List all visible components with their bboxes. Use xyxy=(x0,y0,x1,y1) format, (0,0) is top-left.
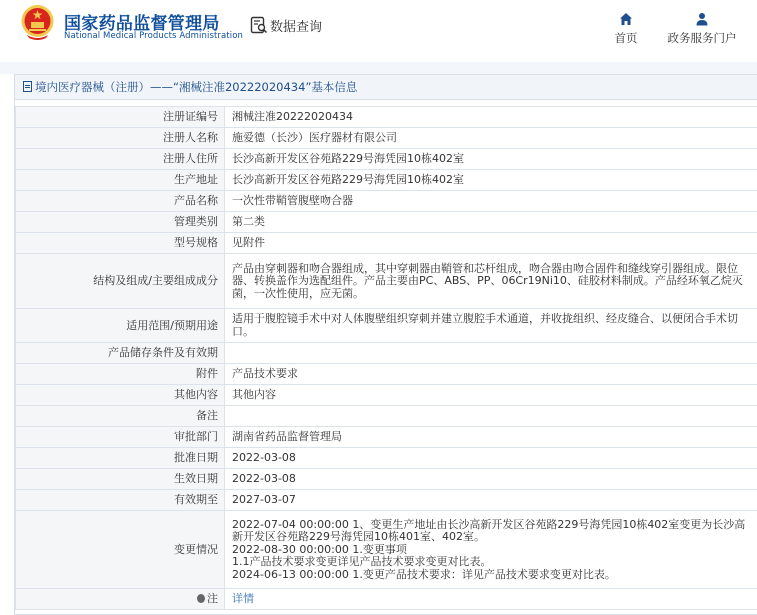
row-value xyxy=(225,343,757,364)
table-row xyxy=(16,406,757,427)
document-icon xyxy=(23,81,32,92)
detail-panel xyxy=(14,74,757,615)
header-divider xyxy=(0,62,757,74)
home-icon xyxy=(619,12,633,26)
info-icon xyxy=(197,594,205,603)
row-label: 注册证编号 xyxy=(16,107,225,128)
table-row xyxy=(16,233,757,254)
row-value: 湖南省药品监督管理局 xyxy=(225,427,757,448)
row-label: 变更情况 xyxy=(16,511,225,589)
table-row-note xyxy=(16,589,757,610)
site-header xyxy=(0,0,757,62)
row-value: 见附件 xyxy=(225,233,757,254)
national-emblem-icon xyxy=(20,4,55,41)
change-line: 2022-08-30 00:00:00 1.变更事项 xyxy=(232,542,407,556)
table-row xyxy=(16,149,757,170)
change-history-value xyxy=(225,511,757,589)
row-value: 长沙高新开发区谷苑路229号海凭园10栋402室 xyxy=(225,170,757,191)
table-row xyxy=(16,427,757,448)
row-value: 2027-03-07 xyxy=(225,490,757,511)
row-value xyxy=(225,406,757,427)
row-value-note xyxy=(225,589,757,610)
row-value: 一次性带鞘管腹壁吻合器 xyxy=(225,191,757,212)
row-label: 适用范围/预期用途 xyxy=(16,309,225,343)
table-row xyxy=(16,385,757,406)
row-value: 2022-03-08 xyxy=(225,448,757,469)
data-query-icon xyxy=(250,16,268,34)
row-label: 附件 xyxy=(16,364,225,385)
row-label: 注册人住所 xyxy=(16,149,225,170)
breadcrumb xyxy=(15,75,757,100)
table-row xyxy=(16,309,757,343)
note-label: 注 xyxy=(207,592,218,606)
row-label: 产品储存条件及有效期 xyxy=(16,343,225,364)
brand-title-cn[interactable]: 国家药品监督管理局 xyxy=(64,14,220,34)
row-label: 产品名称 xyxy=(16,191,225,212)
data-query-title[interactable]: 数据查询 xyxy=(270,20,323,35)
row-label: 其他内容 xyxy=(16,385,225,406)
change-line: 2022-07-04 00:00:00 1、变更生产地址由长沙高新开发区谷苑路229号海凭园10栋402室变更为长沙高新开发区谷苑路229号海凭园10栋401室、402室。 xyxy=(232,517,746,544)
brand-title-en[interactable]: National Medical Products Administration xyxy=(64,31,243,41)
nav-service-portal[interactable] xyxy=(664,12,740,46)
row-label: 审批部门 xyxy=(16,427,225,448)
row-value: 长沙高新开发区谷苑路229号海凭园10栋402室 xyxy=(225,149,757,170)
row-label: 注册人名称 xyxy=(16,128,225,149)
row-label: 生效日期 xyxy=(16,469,225,490)
table-row xyxy=(16,364,757,385)
table-row-change-history xyxy=(16,511,757,589)
table-row xyxy=(16,469,757,490)
row-value: 适用于腹腔镜手术中对人体腹壁组织穿刺并建立腹腔手术通道，并收拢组织、经皮缝合、以便闭合手术切口。 xyxy=(225,309,757,343)
table-row xyxy=(16,107,757,128)
table-row xyxy=(16,448,757,469)
row-value: 其他内容 xyxy=(225,385,757,406)
table-row xyxy=(16,212,757,233)
row-value: 产品由穿刺器和吻合器组成，其中穿刺器由鞘管和芯杆组成，吻合器由吻合固件和缝线穿引器组成。限位器、转换盖作为选配组件。产品主要由PC、ABS、PP、06Cr19Ni10、硅胶材料制成。产品经环氧乙烷灭菌，一次性使用，应无菌。 xyxy=(225,254,757,309)
user-icon xyxy=(695,12,709,26)
row-label: 管理类别 xyxy=(16,212,225,233)
row-label: 结构及组成/主要组成成分 xyxy=(16,254,225,309)
table-row xyxy=(16,191,757,212)
details-link[interactable]: 详情 xyxy=(232,592,254,606)
nav-home-label: 首页 xyxy=(614,31,638,45)
registration-info-table xyxy=(15,106,757,610)
nav-portal-label: 政务服务门户 xyxy=(667,31,737,45)
table-row xyxy=(16,490,757,511)
table-row xyxy=(16,128,757,149)
row-label: 型号规格 xyxy=(16,233,225,254)
row-value: 施爱德（长沙）医疗器材有限公司 xyxy=(225,128,757,149)
table-row xyxy=(16,170,757,191)
row-label-note xyxy=(16,589,225,610)
change-line: 1.1产品技术要求变更详见产品技术要求变更对比表。 xyxy=(232,555,492,569)
row-value: 第二类 xyxy=(225,212,757,233)
row-label: 批准日期 xyxy=(16,448,225,469)
table-row xyxy=(16,343,757,364)
breadcrumb-text: 境内医疗器械（注册）——“湘械注准20222020434”基本信息 xyxy=(35,80,358,94)
row-label: 生产地址 xyxy=(16,170,225,191)
row-label: 有效期至 xyxy=(16,490,225,511)
table-row xyxy=(16,254,757,309)
nav-home[interactable] xyxy=(612,12,640,46)
row-label: 备注 xyxy=(16,406,225,427)
row-value: 产品技术要求 xyxy=(225,364,757,385)
row-value: 湘械注准20222020434 xyxy=(225,107,757,128)
row-value: 2022-03-08 xyxy=(225,469,757,490)
change-line: 2024-06-13 00:00:00 1.变更产品技术要求：详见产品技术要求变更对比表。 xyxy=(232,567,616,581)
